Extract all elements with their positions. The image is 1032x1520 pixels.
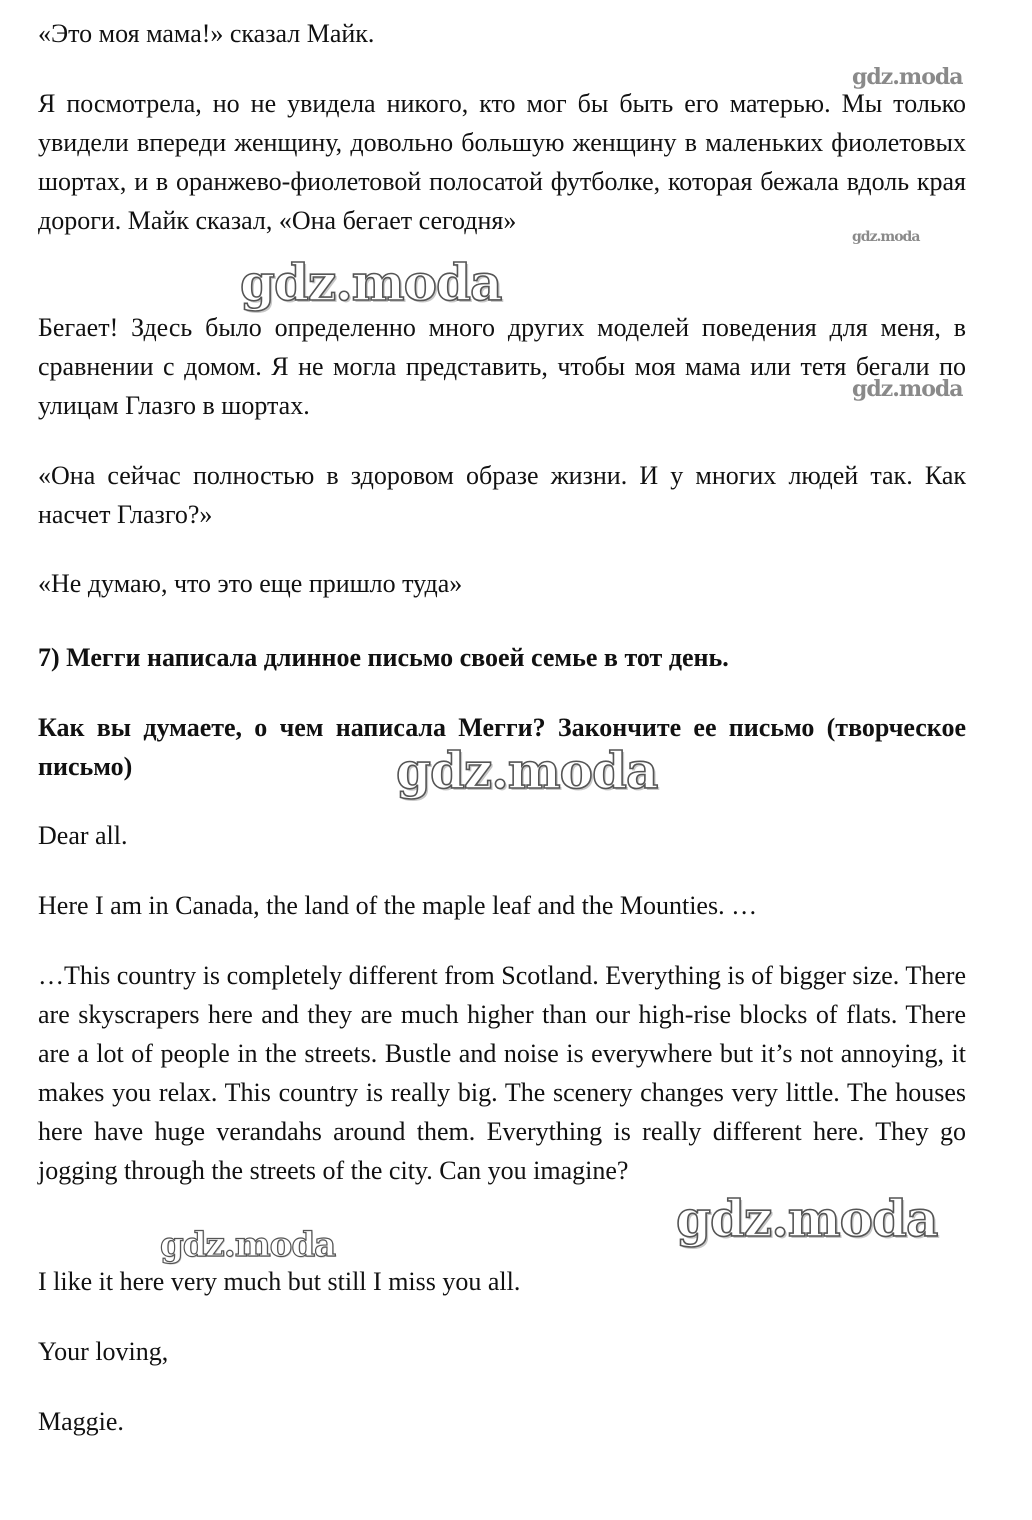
paragraph-healthy-lifestyle: «Она сейчас полностью в здоровом образе жизни. И у многих людей так. Как насчет Глазго?» (38, 461, 966, 529)
task-heading: 7) Мегги написала длинное письмо своей семье в тот день. (38, 643, 729, 672)
paragraph-not-yet-glasgow: «Не думаю, что это еще пришло туда» (38, 569, 463, 598)
watermark: gdz.moda (396, 741, 658, 800)
letter-closing-line: I like it here very much but still I miss you all. (38, 1267, 521, 1296)
paragraph-running-glasgow: Бегает! Здесь было определенно много других моделей поведения для меня, в сравнении с домом. Я не могла представить, чтобы моя мама или тетя бегали по улицам Глазго в шортах. (38, 313, 966, 420)
paragraph-mike-mom: «Это моя мама!» сказал Майк. (38, 19, 375, 48)
letter-greeting: Dear all. (38, 821, 128, 850)
watermark: gdz.moda (852, 64, 963, 90)
letter-sign-off: Your loving, (38, 1337, 169, 1366)
letter-intro: Here I am in Canada, the land of the maple leaf and the Mounties. … (38, 891, 758, 920)
letter-signature: Maggie. (38, 1407, 124, 1436)
watermark: gdz.moda (852, 229, 920, 245)
watermark: gdz.moda (160, 1225, 336, 1265)
paragraph-woman-running: Я посмотрела, но не увидела никого, кто мог бы быть его матерью. Мы только увидели впереди женщину, довольно большую женщину в маленьких фиолетовых шортах, и в оранжево-фиолетовой полосатой футболке, которая бежала вдоль края дороги. Майк сказал, «Она бегает сегодня» (38, 89, 966, 235)
watermark: gdz.moda (676, 1189, 938, 1248)
letter-body: …This country is completely different from Scotland. Everything is of bigger size. There are skyscrapers here and they are much higher than our high-rise blocks of flats. There are a lot of people in the streets. Bustle and noise is everywhere but it’s not annoying, it makes you relax. This country is really big. The scenery changes very little. The houses here have huge verandahs around them. Everything is really different here. They go jogging through the streets of the city. Can you imagine? (38, 961, 966, 1185)
watermark: gdz.moda (852, 376, 963, 402)
watermark: gdz.moda (240, 253, 502, 312)
task-question: Как вы думаете, о чем написала Мегги? Закончите ее письмо (творческое письмо) (38, 713, 966, 781)
